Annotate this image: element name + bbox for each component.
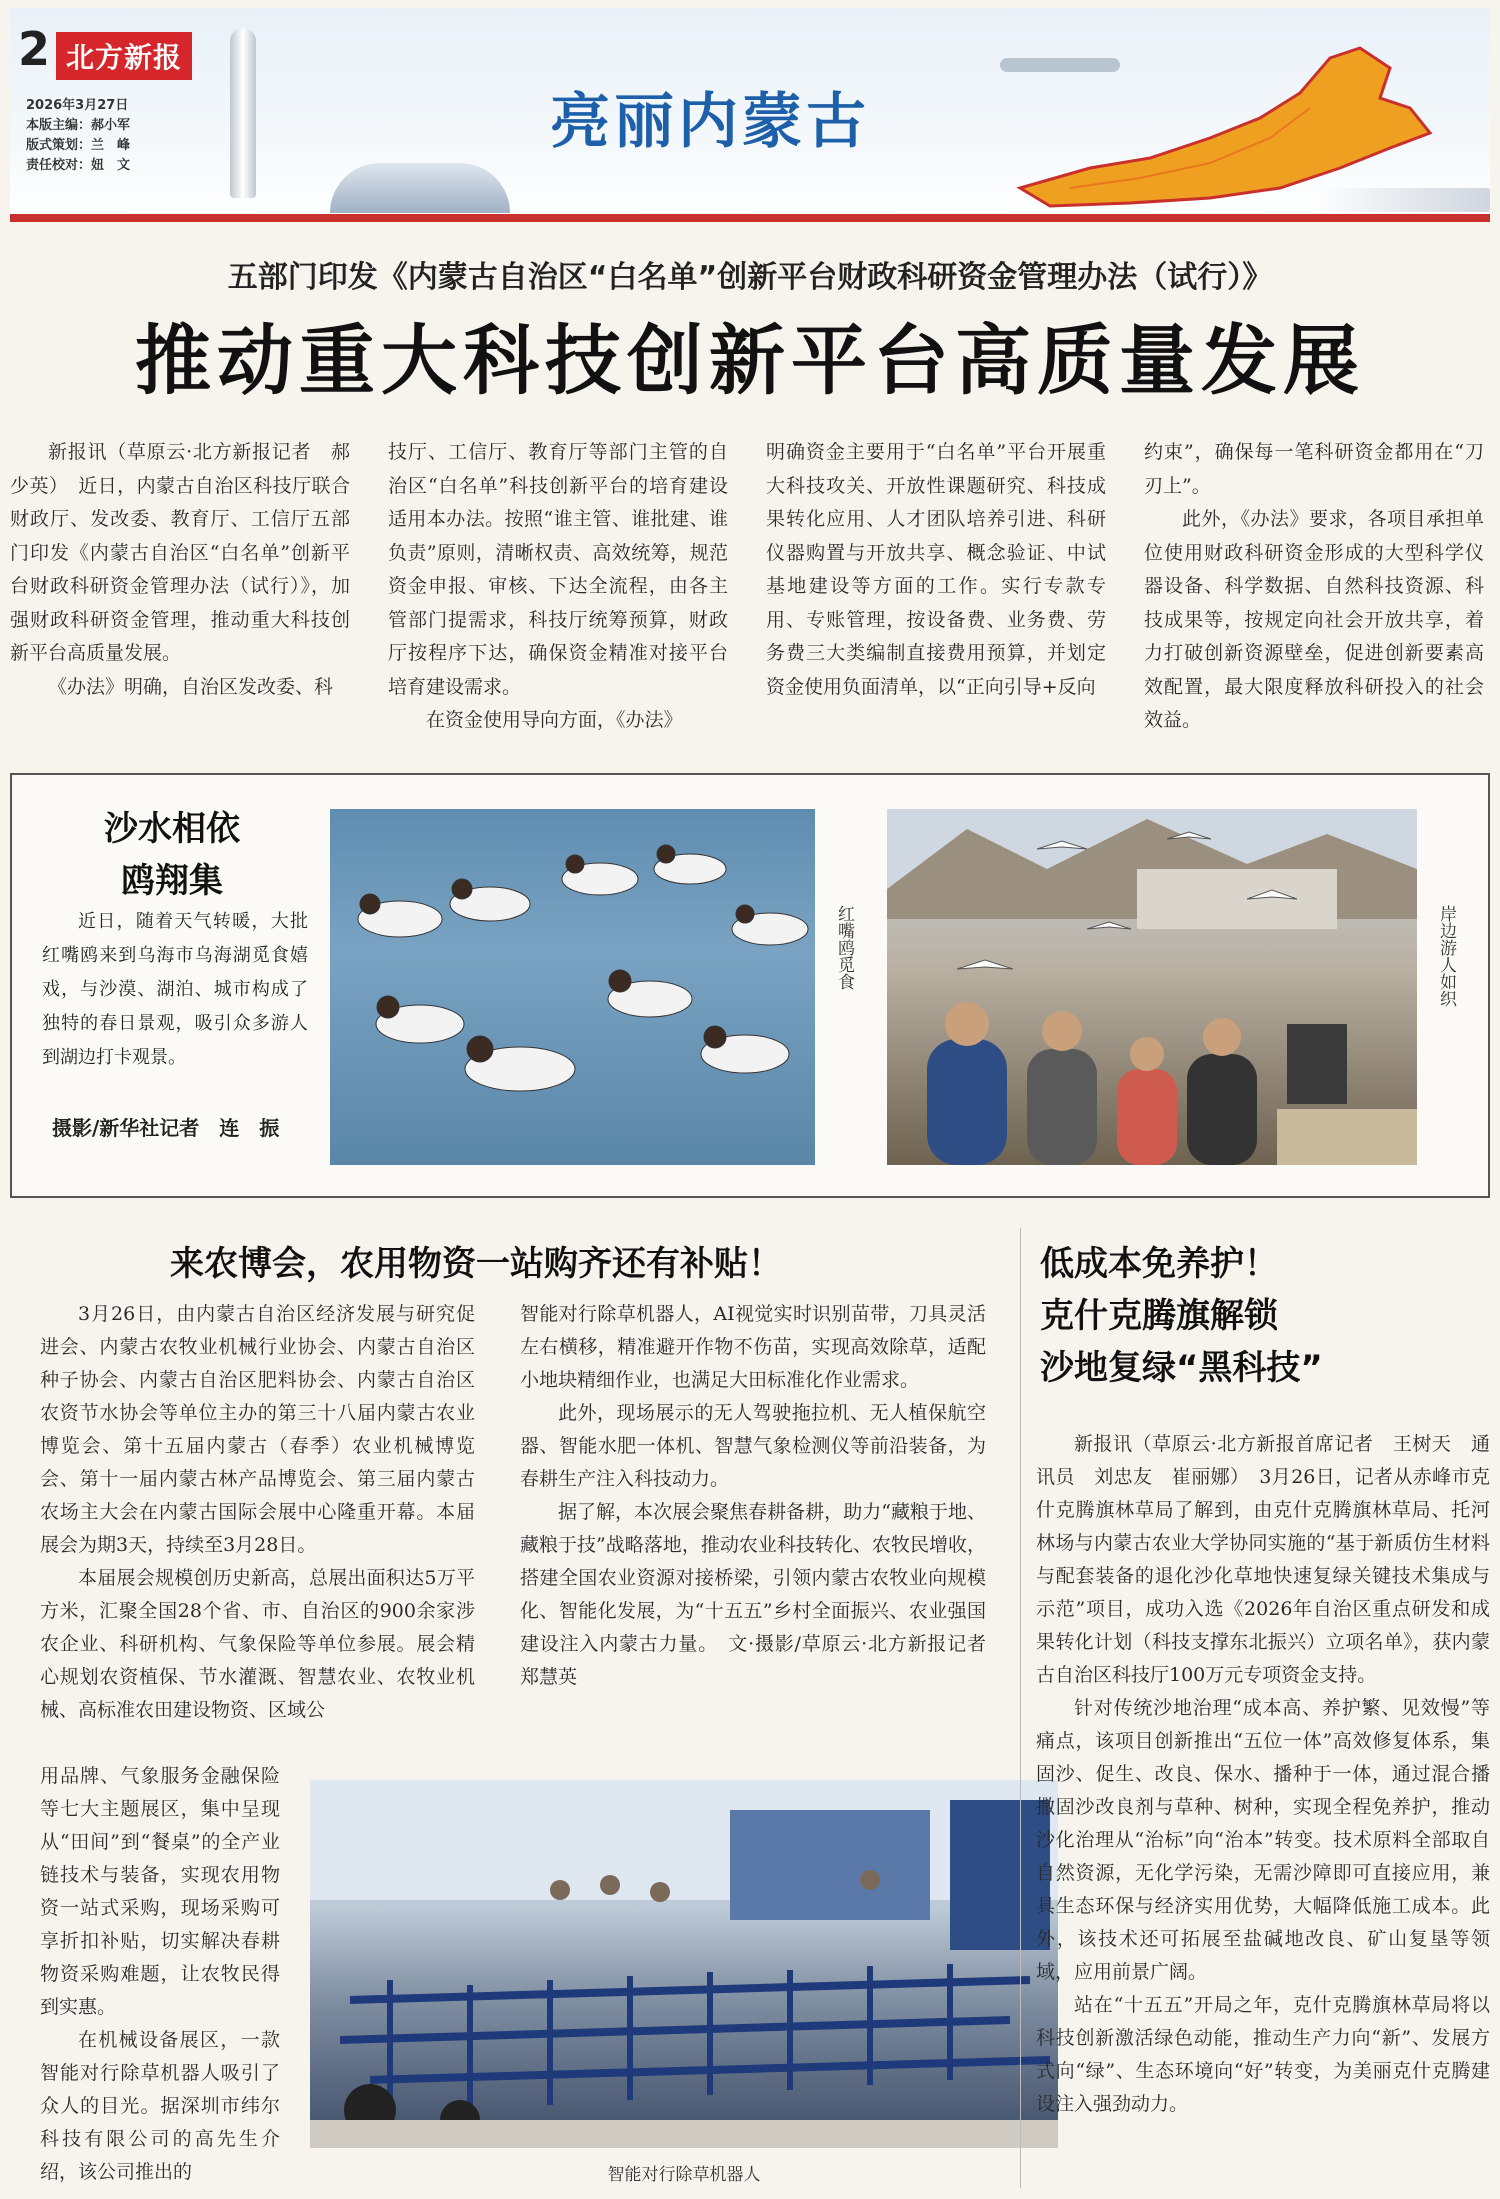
tourists-gulls-illustration bbox=[887, 809, 1417, 1165]
expo-paragraph: 在机械设备展区，一款智能对行除草机器人吸引了众人的目光。据深圳市纬尔科技有限公司的高先生介绍，该公司推出的 bbox=[40, 2029, 280, 2183]
photo1-caption: 红嘴鸥觅食 bbox=[834, 905, 854, 990]
weeding-robot-caption: 智能对行除草机器人 bbox=[607, 2165, 761, 2185]
sand-headline-line: 沙地复绿“黑科技” bbox=[1040, 1348, 1323, 1388]
expo-paragraph: 3月26日，由内蒙古自治区经济发展与研究促进会、内蒙古农牧业机械行业协会、内蒙古自治区种子协会、内蒙古自治区肥料协会、内蒙古自治区农资节水协会等单位主办的第三十八届内蒙古农业博览会、第十五届内蒙古（春季）农业机械博览会、第十一届内蒙古林产品博览会、第三届内蒙古农场主大会在内蒙古国际会展中心隆重开幕。本届展会为期3天，持续至3月28日。 bbox=[40, 1303, 475, 1556]
paper-logo: 北方新报 bbox=[56, 32, 192, 80]
expo-paragraph: 据了解，本次展会聚焦春耕备耕，助力“藏粮于地、藏粮于技”战略落地，推动农业科技转化、农牧民增收，搭建全国农业资源对接桥梁，引领内蒙古农牧业向规模化、智能化发展，为“十五五”乡村全面振兴、农业强国建设注入内蒙古力量。 文·摄影/草原云·北方新报记者 郑慧英 bbox=[520, 1501, 1006, 1688]
gulls-feeding-photo bbox=[330, 809, 815, 1165]
sand-headline-line: 克什克腾旗解锁 bbox=[1040, 1296, 1278, 1336]
sand-paragraph: 新报讯（草原云·北方新报首席记者 王树天 通讯员 刘忠友 崔丽娜） 3月26日，记者从赤峰市克什克腾旗林草局了解到，由克什克腾旗林草局、托河林场与内蒙古农业大学协同实施的“基于新质仿生材料与配套装备的退化沙化草地快速复绿关键技术集成与示范”项目，成功入选《2026年自治区重点研发和成果转化计划（科技支撑东北振兴）立项名单》，获内蒙古自治区科技厅100万元专项资金支持。 bbox=[1036, 1433, 1490, 1686]
rocket-illustration bbox=[230, 28, 256, 198]
lead-kicker: 五部门印发《内蒙古自治区“白名单”创新平台财政科研资金管理办法（试行）》 bbox=[227, 260, 1273, 295]
lakeside-tourists-photo bbox=[887, 809, 1417, 1165]
gulls-water-illustration bbox=[330, 809, 815, 1165]
expo-paragraph: 本届展会规模创历史新高，总展出面积达5万平方米，汇聚全国28个省、市、自治区的900余家涉农企业、科研机构、气象保险等单位参展。展会精心规划农资植保、节水灌溉、智慧农业、农牧业机械、高标准农田建设物资、区域公 bbox=[40, 1567, 475, 1721]
editor-credit: 本版主编：郝小军 bbox=[26, 118, 131, 133]
photo-feature-title bbox=[52, 803, 292, 907]
expo-column-1-lower bbox=[40, 1760, 280, 2189]
lead-article-body bbox=[10, 436, 1490, 746]
photo-feature-paragraph: 近日，随着天气转暖，大批红嘴鸥来到乌海市乌海湖觅食嬉戏，与沙漠、湖泊、城市构成了独特的春日景观，吸引众多游人到湖边打卡观景。 bbox=[42, 911, 308, 1068]
header-divider bbox=[10, 214, 1490, 222]
lead-headline: 推动重大科技创新平台高质量发展 bbox=[135, 316, 1365, 405]
expo-column-1 bbox=[40, 1298, 475, 1727]
farm-machinery-illustration bbox=[310, 1780, 1058, 2148]
proofreader-credit: 责任校对：妞 文 bbox=[26, 158, 131, 173]
lead-column-1 bbox=[10, 436, 350, 704]
lead-column-2 bbox=[388, 436, 728, 738]
lead-paragraph: 明确资金主要用于“白名单”平台开展重大科技攻关、开放性课题研究、科技成果转化应用、人才团队培养引进、科研仪器购置与开放共享、概念验证、中试基地建设等方面的工作。实行专款专用、专账管理，按设备费、业务费、劳务费三大类编制直接费用预算，并划定资金使用负面清单，以“正向引导+反向 bbox=[766, 441, 1106, 698]
lead-column-4 bbox=[1144, 436, 1484, 738]
photo2-caption: 岸边游人如织 bbox=[1436, 905, 1456, 1007]
photo-title-line: 鸥翔集 bbox=[121, 861, 223, 901]
lead-paragraph: 新报讯（草原云·北方新报记者 郝少英） 近日，内蒙古自治区科技厅联合财政厅、发改委、教育厅、工信厅五部门印发《内蒙古自治区“白名单”创新平台财政科研资金管理办法（试行）》，加强财政科研资金管理，推动重大科技创新平台高质量发展。 bbox=[10, 441, 350, 664]
inner-mongolia-map-illustration bbox=[1010, 38, 1470, 208]
photo-feature-text bbox=[42, 905, 308, 1075]
sand-article-body bbox=[1036, 1428, 1490, 2121]
expo-headline: 来农博会，农用物资一站购齐还有补贴！ bbox=[170, 1244, 782, 1284]
stadium-illustration bbox=[330, 163, 510, 213]
sand-paragraph: 针对传统沙地治理“成本高、养护繁、见效慢”等痛点，该项目创新推出“五位一体”高效修复体系，集固沙、促生、改良、保水、播种于一体，通过混合播撒固沙改良剂与草种、树种，实现全程免养护，推动沙化治理从“治标”向“治本”转变。技术原料全部取自自然资源，无化学污染，无需沙障即可直接应用，兼具生态环保与经济实用优势，大幅降低施工成本。此外，该技术还可拓展至盐碱地改良、矿山复垦等领域，应用前景广阔。 bbox=[1036, 1697, 1490, 1983]
edition-meta bbox=[26, 96, 130, 176]
designer-credit: 版式策划：兰 峰 bbox=[26, 138, 131, 153]
masthead bbox=[10, 8, 1490, 222]
lead-paragraph: 在资金使用导向方面，《办法》 bbox=[426, 709, 683, 731]
edition-date: 2026年3月27日 bbox=[26, 98, 129, 113]
weeding-robot-photo bbox=[310, 1780, 1058, 2148]
page-number: 2 bbox=[18, 22, 51, 76]
lead-paragraph: 约束”，确保每一笔科研资金都用在“刀刃上”。 bbox=[1144, 441, 1484, 497]
photo-credit: 摄影/新华社记者 连 振 bbox=[52, 1116, 280, 1140]
column-divider bbox=[1020, 1228, 1021, 2188]
sand-headline-line: 低成本免养护！ bbox=[1040, 1244, 1278, 1284]
lead-paragraph: 此外，《办法》要求，各项目承担单位使用财政科研资金形成的大型科学仪器设备、科学数据、自然科技资源、科技成果等，按规定向社会开放共享，着力打破创新资源壁垒，促进创新要素高效配置，最大限度释放科研投入的社会效益。 bbox=[1144, 508, 1484, 731]
photo-feature bbox=[10, 773, 1490, 1198]
train-illustration bbox=[1310, 188, 1490, 212]
sand-headline bbox=[1040, 1238, 1323, 1394]
expo-column-2 bbox=[520, 1298, 1006, 1694]
lead-paragraph: 技厅、工信厅、教育厅等部门主管的自治区“白名单”科技创新平台的培育建设适用本办法。按照“谁主管、谁批建、谁负责”原则，清晰权责、高效统筹，规范资金申报、审核、下达全流程，由各主管部门提需求，科技厅统筹预算，财政厅按程序下达，确保资金精准对接平台培育建设需求。 bbox=[388, 441, 728, 698]
sand-paragraph: 站在“十五五”开局之年，克什克腾旗林草局将以科技创新激活绿色动能，推动生产力向“新”、发展方式向“绿”、生态环境向“好”转变，为美丽克什克腾建设注入强劲动力。 bbox=[1036, 1994, 1490, 2115]
expo-paragraph: 用品牌、气象服务金融保险等七大主题展区，集中呈现从“田间”到“餐桌”的全产业链技术与装备，实现农用物资一站式采购，现场采购可享折扣补贴，切实解决春耕物资采购难题，让农牧民得到实惠。 bbox=[40, 1765, 280, 2018]
section-title: 亮丽内蒙古 bbox=[550, 87, 870, 157]
lead-column-3 bbox=[766, 436, 1106, 704]
expo-paragraph: 此外，现场展示的无人驾驶拖拉机、无人植保航空器、智能水肥一体机、智慧气象检测仪等前沿装备，为春耕生产注入科技动力。 bbox=[520, 1402, 986, 1490]
expo-paragraph: 智能对行除草机器人，AI视觉实时识别苗带，刀具灵活左右横移，精准避开作物不伤苗，实现高效除草，适配小地块精细作业，也满足大田标准化作业需求。 bbox=[520, 1303, 986, 1391]
lead-paragraph: 《办法》明确，自治区发改委、科 bbox=[48, 675, 334, 698]
photo-title-line: 沙水相依 bbox=[104, 809, 240, 849]
